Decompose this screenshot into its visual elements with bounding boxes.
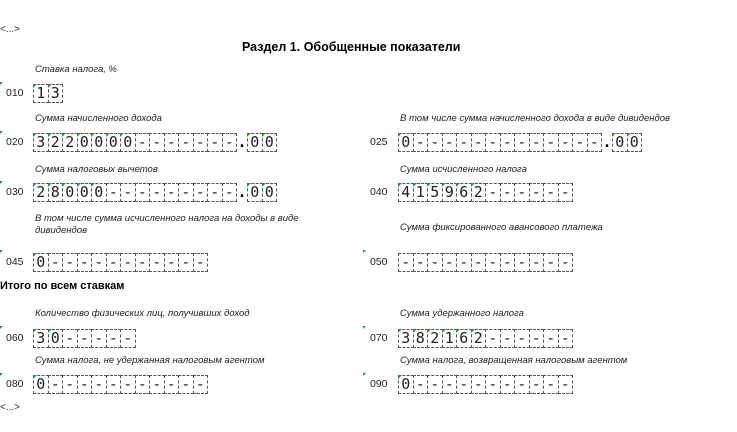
digit-cell[interactable]: - xyxy=(442,253,458,272)
field-010[interactable] xyxy=(33,84,63,103)
digit-cell[interactable]: - xyxy=(529,329,545,348)
digit-cell[interactable]: - xyxy=(149,183,165,202)
digit-cell[interactable]: - xyxy=(120,375,136,394)
digit-cell[interactable]: 6 xyxy=(456,329,472,348)
digit-cell[interactable]: - xyxy=(77,375,93,394)
digit-cell[interactable]: - xyxy=(164,183,180,202)
digit-cell[interactable]: - xyxy=(514,329,530,348)
caption-030: Сумма налоговых вычетов xyxy=(35,164,158,175)
digit-cell[interactable]: - xyxy=(207,133,223,152)
digit-cell[interactable]: - xyxy=(442,133,458,152)
decimal-separator: . xyxy=(602,133,612,151)
digit-cell[interactable]: - xyxy=(456,253,472,272)
digit-cell[interactable]: 1 xyxy=(33,84,49,103)
digit-cell[interactable]: 5 xyxy=(427,183,443,202)
digit-cell[interactable]: - xyxy=(456,133,472,152)
code-010: 010 xyxy=(6,87,24,99)
digit-cell[interactable]: - xyxy=(48,375,64,394)
field-030[interactable] xyxy=(33,183,277,202)
digit-cell[interactable]: 0 xyxy=(627,133,643,152)
digit-cell[interactable]: - xyxy=(62,375,78,394)
digit-cell[interactable]: 4 xyxy=(398,183,414,202)
field-marker-icon xyxy=(0,181,3,184)
digit-cell[interactable]: 2 xyxy=(48,133,64,152)
field-marker-icon xyxy=(0,373,3,376)
digit-cell[interactable]: - xyxy=(120,183,136,202)
digit-cell[interactable]: 6 xyxy=(456,183,472,202)
digit-cell[interactable]: - xyxy=(485,133,501,152)
digit-cell[interactable]: 0 xyxy=(247,183,263,202)
caption-070: Сумма удержанного налога xyxy=(400,308,524,319)
digit-cell[interactable]: - xyxy=(514,133,530,152)
digit-cell[interactable]: - xyxy=(91,375,107,394)
digit-cell[interactable]: - xyxy=(207,183,223,202)
digit-cell[interactable]: - xyxy=(62,329,78,348)
digit-cell[interactable]: - xyxy=(500,253,516,272)
digit-cell[interactable]: - xyxy=(398,253,414,272)
caption-050: Сумма фиксированного авансового платежа xyxy=(400,222,603,233)
digit-cell[interactable]: - xyxy=(178,375,194,394)
code-050: 050 xyxy=(370,256,388,268)
field-070[interactable] xyxy=(398,329,573,348)
digit-cell[interactable]: - xyxy=(514,253,530,272)
digit-cell[interactable]: - xyxy=(500,133,516,152)
caption-080: Сумма налога, не удержанная налоговым агентом xyxy=(35,355,265,366)
digit-cell[interactable]: - xyxy=(500,329,516,348)
digit-cell[interactable]: 0 xyxy=(612,133,628,152)
digit-cell[interactable]: 1 xyxy=(442,329,458,348)
digit-cell[interactable]: - xyxy=(529,253,545,272)
digit-cell[interactable]: - xyxy=(543,183,559,202)
digit-cell[interactable]: 0 xyxy=(120,133,136,152)
digit-cell[interactable]: - xyxy=(413,253,429,272)
code-090: 090 xyxy=(370,378,388,390)
digit-cell[interactable]: - xyxy=(48,253,64,272)
digit-cell[interactable]: - xyxy=(442,375,458,394)
digit-cell[interactable]: - xyxy=(77,253,93,272)
digit-cell[interactable]: - xyxy=(135,253,151,272)
digit-cell[interactable]: - xyxy=(529,375,545,394)
digit-cell[interactable]: 1 xyxy=(413,183,429,202)
field-080[interactable] xyxy=(33,375,208,394)
digit-cell[interactable]: - xyxy=(427,133,443,152)
digit-cell[interactable]: - xyxy=(456,375,472,394)
digit-cell[interactable]: - xyxy=(529,133,545,152)
digit-cell[interactable]: 8 xyxy=(48,183,64,202)
digit-cell[interactable]: - xyxy=(91,253,107,272)
caption-040: Сумма исчисленного налога xyxy=(400,164,527,175)
digit-cell[interactable]: - xyxy=(193,375,209,394)
digit-cell[interactable]: - xyxy=(193,133,209,152)
digit-cell[interactable]: 0 xyxy=(106,133,122,152)
field-050[interactable] xyxy=(398,253,573,272)
digit-cell[interactable]: - xyxy=(485,183,501,202)
digit-cell[interactable]: - xyxy=(222,183,238,202)
digit-cell[interactable]: - xyxy=(106,375,122,394)
caption-025: В том числе сумма начисленного дохода в виде дивидендов xyxy=(400,113,670,124)
digit-cell[interactable]: - xyxy=(193,253,209,272)
caption-060: Количество физических лиц, получивших доход xyxy=(35,308,250,319)
digit-cell[interactable]: - xyxy=(543,375,559,394)
field-marker-icon xyxy=(0,82,3,85)
digit-cell[interactable]: - xyxy=(427,253,443,272)
code-080: 080 xyxy=(6,378,24,390)
digit-cell[interactable]: - xyxy=(106,253,122,272)
digit-cell[interactable]: - xyxy=(543,329,559,348)
digit-cell[interactable]: - xyxy=(558,253,574,272)
digit-cell[interactable]: 0 xyxy=(262,183,278,202)
digit-cell[interactable]: 0 xyxy=(33,375,49,394)
digit-cell[interactable]: 0 xyxy=(91,183,107,202)
caption-090: Сумма налога, возвращенная налоговым агентом xyxy=(400,355,628,366)
digit-cell[interactable]: 2 xyxy=(62,133,78,152)
digit-cell[interactable]: - xyxy=(471,133,487,152)
digit-cell[interactable]: - xyxy=(178,133,194,152)
digit-cell[interactable]: - xyxy=(572,133,588,152)
digit-cell[interactable]: 3 xyxy=(398,329,414,348)
digit-cell[interactable]: 3 xyxy=(33,133,49,152)
code-025: 025 xyxy=(370,136,388,148)
digit-cell[interactable]: - xyxy=(514,183,530,202)
ellipsis-bottom: <...> xyxy=(0,402,21,413)
subsection-title: Итого по всем ставкам xyxy=(0,280,125,292)
digit-cell[interactable]: - xyxy=(558,133,574,152)
digit-cell[interactable]: - xyxy=(178,183,194,202)
field-marker-icon xyxy=(0,326,3,329)
digit-cell[interactable]: - xyxy=(164,253,180,272)
digit-cell[interactable]: - xyxy=(500,375,516,394)
field-marker-icon xyxy=(363,373,366,376)
digit-cell[interactable]: - xyxy=(91,329,107,348)
digit-cell[interactable]: - xyxy=(587,133,603,152)
decimal-separator: . xyxy=(237,183,247,201)
field-090[interactable] xyxy=(398,375,573,394)
digit-cell[interactable]: - xyxy=(500,183,516,202)
digit-cell[interactable]: 2 xyxy=(471,329,487,348)
digit-cell[interactable]: - xyxy=(427,375,443,394)
digit-cell[interactable]: - xyxy=(558,183,574,202)
digit-cell[interactable]: - xyxy=(413,375,429,394)
digit-cell[interactable]: - xyxy=(135,375,151,394)
digit-cell[interactable]: 0 xyxy=(62,183,78,202)
digit-cell[interactable]: - xyxy=(149,133,165,152)
field-045[interactable] xyxy=(33,253,208,272)
digit-cell[interactable]: - xyxy=(135,183,151,202)
digit-cell[interactable]: - xyxy=(135,133,151,152)
field-marker-icon xyxy=(363,250,366,253)
digit-cell[interactable]: - xyxy=(485,375,501,394)
digit-cell[interactable]: - xyxy=(106,329,122,348)
digit-cell[interactable]: - xyxy=(514,375,530,394)
digit-cell[interactable]: - xyxy=(471,375,487,394)
decimal-separator: . xyxy=(237,133,247,151)
field-040[interactable] xyxy=(398,183,573,202)
code-030: 030 xyxy=(6,186,24,198)
digit-cell[interactable]: 8 xyxy=(413,329,429,348)
digit-cell[interactable]: 3 xyxy=(48,84,64,103)
digit-cell[interactable]: 0 xyxy=(398,133,414,152)
digit-cell[interactable]: - xyxy=(62,253,78,272)
digit-cell[interactable]: 2 xyxy=(471,183,487,202)
digit-cell[interactable]: 0 xyxy=(247,133,263,152)
digit-cell[interactable]: 9 xyxy=(442,183,458,202)
digit-cell[interactable]: - xyxy=(543,133,559,152)
code-045: 045 xyxy=(6,256,24,268)
digit-cell[interactable]: - xyxy=(149,253,165,272)
digit-cell[interactable]: - xyxy=(120,253,136,272)
digit-cell[interactable]: - xyxy=(106,183,122,202)
digit-cell[interactable]: 2 xyxy=(33,183,49,202)
digit-cell[interactable]: - xyxy=(164,133,180,152)
digit-cell[interactable]: 3 xyxy=(33,329,49,348)
section-title: Раздел 1. Обобщенные показатели xyxy=(242,40,461,54)
code-070: 070 xyxy=(370,332,388,344)
digit-cell[interactable]: 0 xyxy=(398,375,414,394)
field-025[interactable] xyxy=(398,133,642,152)
digit-cell[interactable]: - xyxy=(543,253,559,272)
digit-cell[interactable]: 0 xyxy=(33,253,49,272)
digit-cell[interactable]: - xyxy=(558,329,574,348)
digit-cell[interactable]: 0 xyxy=(77,183,93,202)
digit-cell[interactable]: - xyxy=(485,253,501,272)
digit-cell[interactable]: - xyxy=(193,183,209,202)
digit-cell[interactable]: - xyxy=(149,375,165,394)
code-020: 020 xyxy=(6,136,24,148)
digit-cell[interactable]: - xyxy=(413,133,429,152)
digit-cell[interactable]: 2 xyxy=(427,329,443,348)
digit-cell[interactable]: - xyxy=(222,133,238,152)
code-060: 060 xyxy=(6,332,24,344)
digit-cell[interactable]: 0 xyxy=(91,133,107,152)
caption-010: Ставка налога, % xyxy=(35,64,117,75)
caption-045: В том числе сумма исчисленного налога на доходы в виде дивидендов xyxy=(35,213,299,236)
code-040: 040 xyxy=(370,186,388,198)
digit-cell[interactable]: - xyxy=(558,375,574,394)
caption-020: Сумма начисленного дохода xyxy=(35,113,162,124)
digit-cell[interactable]: 0 xyxy=(77,133,93,152)
field-marker-icon xyxy=(0,250,3,253)
digit-cell[interactable]: - xyxy=(471,253,487,272)
digit-cell[interactable]: - xyxy=(485,329,501,348)
digit-cell[interactable]: - xyxy=(178,253,194,272)
digit-cell[interactable]: - xyxy=(164,375,180,394)
field-marker-icon xyxy=(363,326,366,329)
ellipsis-top: <...> xyxy=(0,24,21,35)
field-060[interactable] xyxy=(33,329,136,348)
digit-cell[interactable]: 0 xyxy=(48,329,64,348)
digit-cell[interactable]: - xyxy=(77,329,93,348)
field-marker-icon xyxy=(0,131,3,134)
digit-cell[interactable]: 0 xyxy=(262,133,278,152)
digit-cell[interactable]: - xyxy=(529,183,545,202)
field-020[interactable] xyxy=(33,133,277,152)
digit-cell[interactable]: - xyxy=(120,329,136,348)
